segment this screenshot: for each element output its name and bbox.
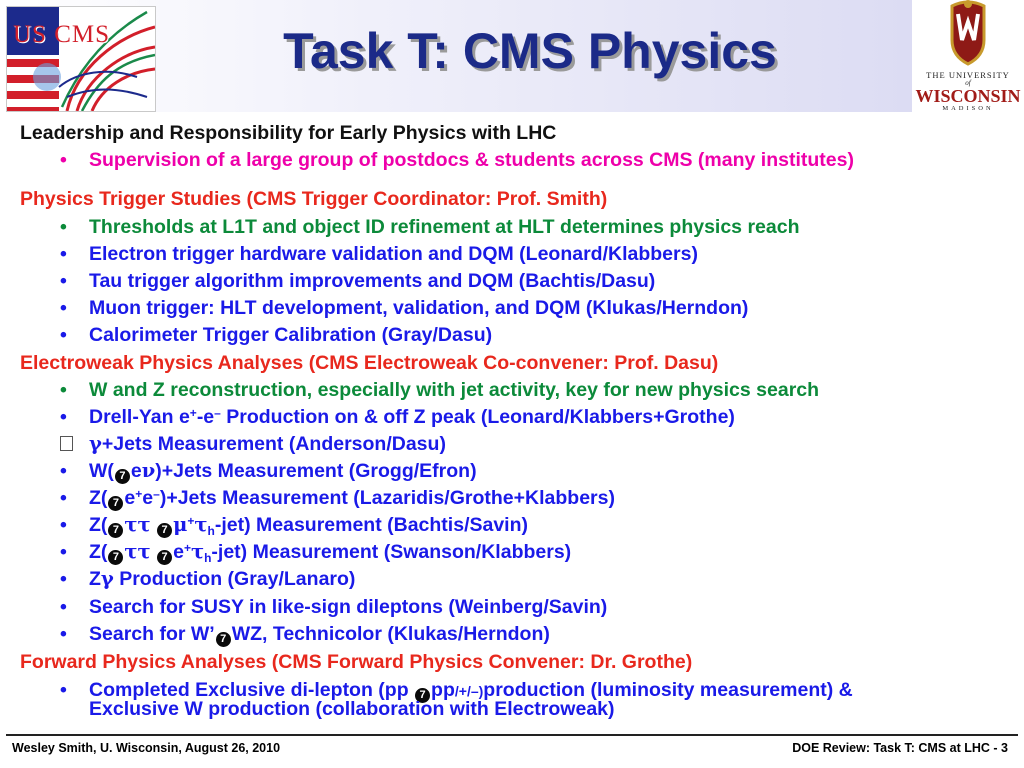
superscript: + [183,541,191,555]
superscript: + [189,406,197,420]
text-part: Search for W’ [89,623,215,645]
list-item [60,460,477,484]
heading-trigger: Physics Trigger Studies (CMS Trigger Coordinator: Prof. Smith) [20,188,608,210]
list-item-continuation: Exclusive W production (collaboration with Electroweak) [89,698,615,720]
bullet-icon: • [60,460,67,482]
text-part: Z( [89,541,108,563]
text-part: W( [89,460,114,482]
arrow-icon: 7 [216,632,231,647]
list-item [60,541,571,565]
bullet-icon: • [60,270,67,292]
list-item [60,297,748,319]
text-part: e [173,541,184,563]
bullet-icon: • [60,623,67,645]
list-item [60,149,854,171]
uw-line3: MADISON [942,105,994,112]
bullet-icon: • [60,216,67,238]
superscript: – [214,406,221,420]
arrow-icon: 7 [415,688,430,703]
list-item [60,270,655,292]
text-part: )+Jets Measurement (Lazaridis/Grothe+Klabbers) [159,487,615,509]
text-part: e [142,487,154,509]
uw-of: of [965,79,971,87]
footer-author: Wesley Smith, U. Wisconsin, August 26, 2010 [12,741,281,755]
text-part: )+Jets Measurement (Grogg/Efron) [155,460,477,482]
superscript: + [187,514,195,528]
uw-line2: WISCONSIN [915,86,1021,106]
subscript: h [204,551,212,565]
greek-symbol: μ [173,513,188,536]
text-part: Completed Exclusive di-lepton (pp [89,679,415,701]
arrow-icon: 7 [108,523,123,538]
greek-symbol: γ [89,432,102,455]
greek-symbol: ττ [124,540,151,563]
uscms-logo-text: US CMS [13,21,111,48]
bullet-icon: • [60,324,67,346]
list-item [60,596,607,618]
list-item [60,623,550,647]
text-part: pp [431,679,455,701]
text-part: -jet) Measurement (Bachtis/Savin) [214,514,529,536]
text-part: e [124,487,136,509]
list-item-text: W and Z reconstruction, especially with jet activity, key for new physics search [89,379,820,401]
bullet-icon: • [60,679,67,701]
text-part: Drell-Yan e [89,406,190,428]
box-icon [60,433,89,455]
list-item [60,514,528,538]
bullet-icon: • [60,297,67,319]
greek-symbol: ττ [124,513,151,536]
footer-page-info: DOE Review: Task T: CMS at LHC - 3 [792,741,1008,755]
text-part: -jet) Measurement (Swanson/Klabbers) [211,541,572,563]
text-part: /+/–) [454,683,484,699]
arrow-icon: 7 [157,550,172,565]
list-item-text: Search for SUSY in like-sign dileptons (Weinberg/Savin) [89,596,608,618]
list-item [60,433,446,455]
list-item [60,487,615,511]
superscript: + [135,487,143,501]
bullet-icon: • [60,379,67,401]
list-item-text: Thresholds at L1T and object ID refinement at HLT determines physics reach [89,216,800,238]
text-part: +Jets Measurement (Anderson/Dasu) [101,433,446,455]
greek-symbol: ν [141,459,156,482]
heading-electroweak: Electroweak Physics Analyses (CMS Electroweak Co-convener: Prof. Dasu) [20,352,719,374]
bullet-icon: • [60,514,67,536]
heading-leadership: Leadership and Responsibility for Early Physics with LHC [20,122,557,144]
heading-forward: Forward Physics Analyses (CMS Forward Physics Convener: Dr. Grothe) [20,651,693,673]
greek-symbol: τ [194,513,208,536]
text-part: Z [89,568,101,590]
list-item [60,243,698,265]
subscript: h [207,524,215,538]
bullet-icon: • [60,487,67,509]
text-part: e [130,460,142,482]
superscript: – [153,487,160,501]
list-item-text: Tau trigger algorithm improvements and DQM (Bachtis/Dasu) [89,270,656,292]
text-part: Production (Gray/Lanaro) [113,568,356,590]
arrow-icon: 7 [157,523,172,538]
arrow-icon: 7 [108,550,123,565]
text-part: production (luminosity measurement) & [483,679,853,701]
text-part: WZ, Technicolor (Klukas/Herndon) [231,623,550,645]
bullet-icon: • [60,243,67,265]
list-item [60,406,735,428]
arrow-icon: 7 [108,496,123,511]
text-part: Z( [89,514,108,536]
list-item-text: Muon trigger: HLT development, validation, and DQM (Klukas/Herndon) [89,297,749,319]
list-item [60,379,819,401]
bullet-icon: • [60,406,67,428]
list-item [60,216,799,238]
text-part: Z( [89,487,108,509]
list-item-text: Calorimeter Trigger Calibration (Gray/Dasu) [89,324,493,346]
list-item [60,324,492,346]
bullet-icon: • [60,541,67,563]
text-part: Production on & off Z peak (Leonard/Klabbers+Grothe) [220,406,735,428]
text-part: -e [196,406,215,428]
page-title: Task T: CMS Physics [283,23,777,79]
bullet-icon: • [60,568,67,590]
list-item [60,568,355,590]
uw-line1: THE UNIVERSITY [926,70,1010,80]
bullet-icon: • [60,596,67,618]
list-item-text: Electron trigger hardware validation and DQM (Leonard/Klabbers) [89,243,698,265]
arrow-icon: 7 [115,469,130,484]
greek-symbol: τ [190,540,205,563]
bullet-icon: • [60,149,67,171]
greek-symbol: γ [100,567,114,590]
list-item-text: Supervision of a large group of postdocs & students across CMS (many institutes) [89,149,854,171]
footer-divider [6,734,1018,736]
